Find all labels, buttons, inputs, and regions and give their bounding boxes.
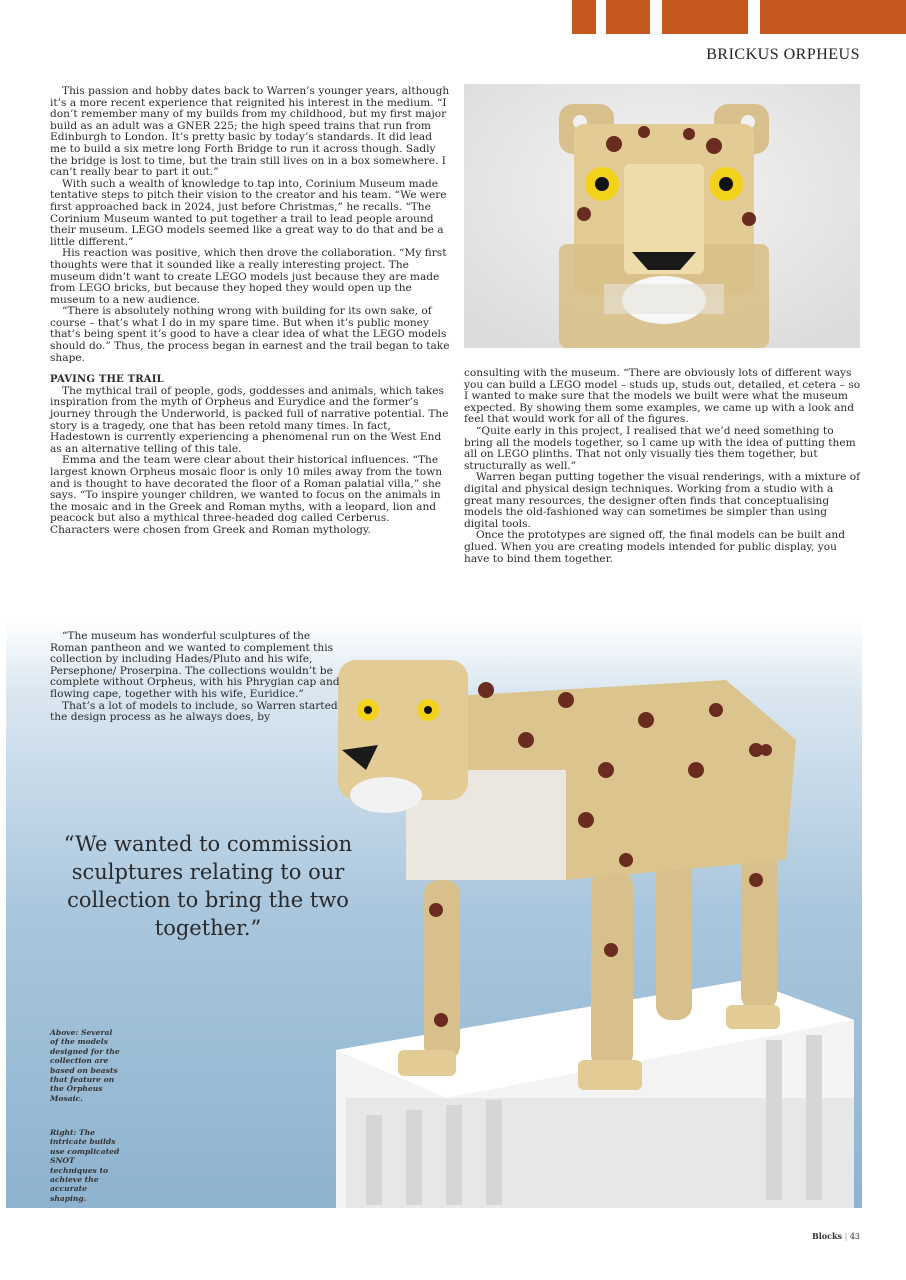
section-title: BRICKUS ORPHEUS [706, 46, 860, 63]
footer-separator: | [844, 1232, 848, 1241]
header-tab-4 [760, 0, 906, 34]
caption-above: Above: Several of the models designed for the collection are based on beasts that feature on the Orpheus Mosaic. [50, 1028, 120, 1103]
header-tab-3 [662, 0, 748, 34]
paragraph: “The museum has wonderful sculptures of the Roman pantheon and we wanted to complement this collection by including Hades/Pluto and his wife, Persephone/ Proserpina. The collections wouldn’t be complete without Orpheus, with his Phrygian cap and flowing cape, together with his wife, Euridice.” [50, 630, 340, 700]
paragraph: His reaction was positive, which then drove the collaboration. “My first thoughts were that it sounded like a really interesting project. The museum didn’t want to create LEGO models just because they are made from LEGO bricks, but because they hoped they would open up the museum to a new audience. [50, 247, 447, 306]
page-number: 43 [849, 1232, 860, 1241]
paragraph: Once the prototypes are signed off, the final models can be built and glued. When you are creating models intended for public display, you have to bind them together. [464, 529, 846, 565]
left-column [50, 86, 450, 537]
caption-right: Right: The intricate builds use complicated SNOT techniques to achieve the accurate shaping. [50, 1128, 120, 1203]
paragraph: This passion and hobby dates back to Warren’s younger years, although it’s a more recent experience that reignited his interest in the medium. “I don’t remember many of my builds from my childhood, but my first major build as an adult was a GNER 225; the high speed trains that run from Edinburgh to London. It’s pretty basic by today’s standards. It did lead me to build a six metre long Forth Bridge to run it across though. Sadly the bridge is lost to time, but the train still lives on in a box somewhere. I can’t really bear to part it out.” [50, 85, 450, 179]
header-tab-1 [572, 0, 596, 34]
paragraph: The mythical trail of people, gods, goddesses and animals, which takes inspiration from the myth of Orpheus and Eurydice and the former’s journey through the Underworld, is packed full of narrative potential. The story is a tragedy, one that has been retold many times. In fact, Hadestown is currently experiencing a phenomenal run on the West End as an alternative telling of this tale. [50, 384, 449, 455]
paragraph: Warren began putting together the visual renderings, with a mixture of digital and physical design techniques. Working from a studio with a great many resources, the designer often finds that conceptualising models the old-fashioned way can sometimes be simpler than using digital tools. [464, 471, 861, 530]
magazine-name: Blocks [811, 1231, 843, 1241]
paragraph: “There is absolutely nothing wrong with building for its own sake, of course – that’s what I do in my spare time. But when it’s public money that’s being spent it’s good to have a clear idea of what the LEGO models should do.” Thus, the process began in earnest and the trail began to take shape. [50, 305, 450, 364]
paragraph: With such a wealth of knowledge to tap into, Corinium Museum made tentative steps to pitch their vision to the creator and his team. “We were first approached back in 2024, just before Christmas,” he recalls. “The Corinium Museum wanted to put together a trail to lead people around their museum. LEGO models seemed like a great way to do that and be a little different.” [50, 177, 447, 248]
right-column [464, 368, 862, 565]
pull-quote: “We wanted to commission sculptures relating to our collection to bring the two together.” [63, 832, 353, 940]
left-column-continuation [50, 631, 350, 724]
paragraph: Emma and the team were clear about their historical influences. “The largest known Orpheus mosaic floor is only 10 miles away from the town and is thought to have decorated the floor of a Roman palatial villa,” she says. “To inspire younger children, we wanted to focus on the animals in the mosaic and in the Greek and Roman myths, with a leopard, lion and peacock but also a mythical three-headed dog called Cerberus. Characters were chosen from Greek and Roman mythology. [50, 454, 443, 536]
header-tab-2 [606, 0, 650, 34]
leopard-head-illustration [464, 84, 860, 348]
paragraph: consulting with the museum. “There are obviously lots of different ways you can build a LEGO model – studs up, studs out, detailed, et cetera – so I wanted to make sure that the models we built were what the museum expected. By showing them some examples, we came up with a look and feel that would work for all of the figures. [464, 367, 861, 426]
leopard-head-photo [464, 84, 860, 348]
paragraph: “Quite early in this project, I realised that we’d need something to bring all the models together, so I came up with the idea of putting them all on LEGO plinths. That not only visually ties them together, but structurally as well.” [464, 424, 856, 472]
page-footer [812, 1231, 860, 1241]
subheading: PAVING THE TRAIL [50, 374, 164, 386]
paragraph: That’s a lot of models to include, so Warren started the design process as he always does, by [50, 699, 338, 724]
